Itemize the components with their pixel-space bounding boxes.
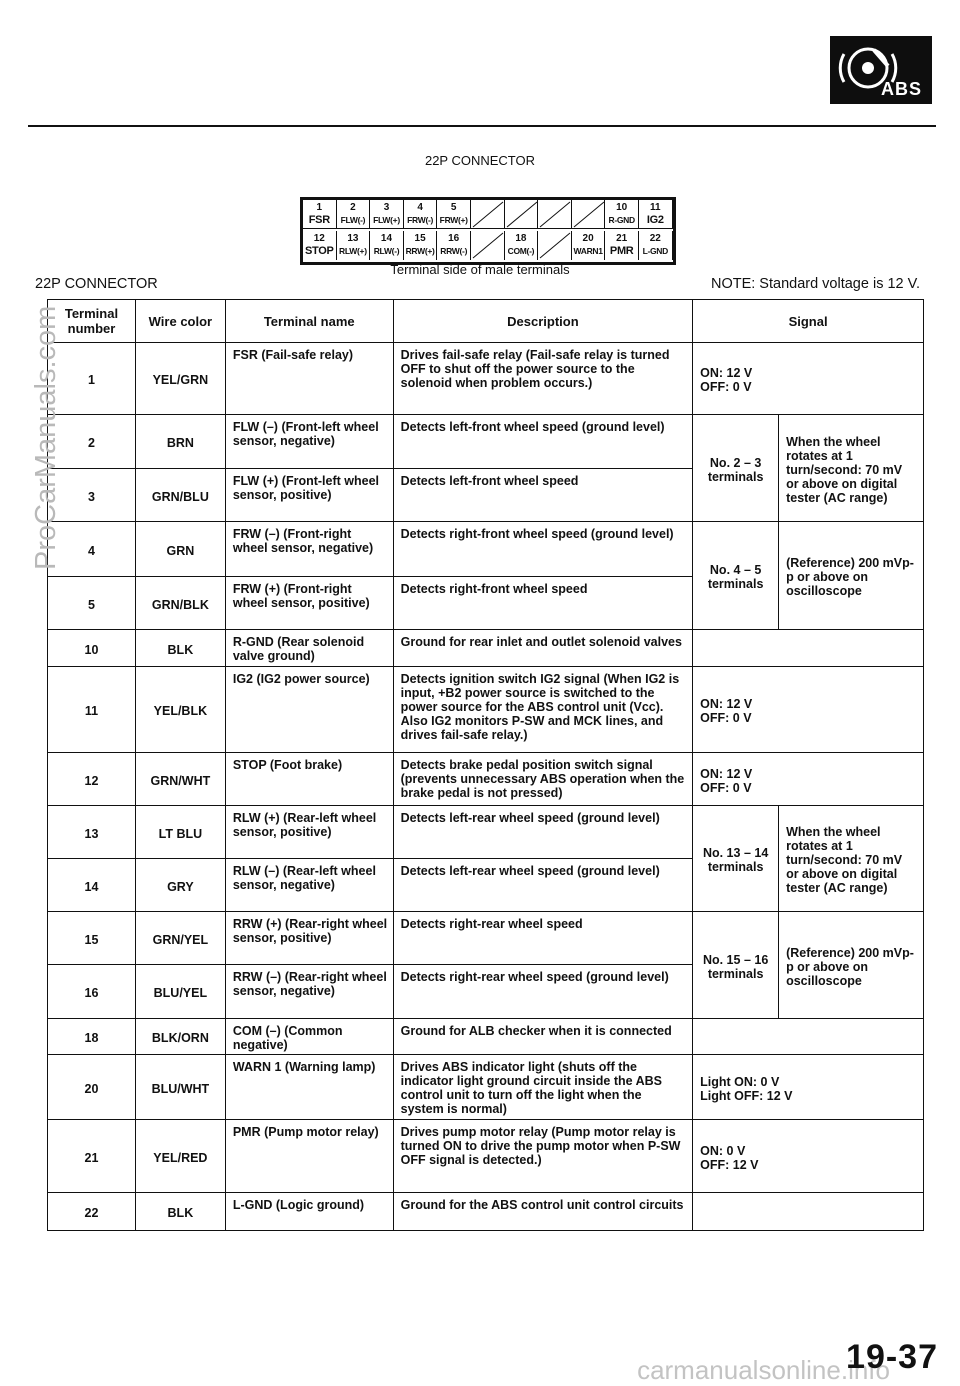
pin-number: 4 [417,202,423,213]
table-row [48,1055,924,1120]
terminal-name: COM (–) (Common negative) [225,1019,393,1055]
site-mark: carmanualsonline.info [637,1355,890,1385]
signal-terminals-4-5: No. 4 – 5 terminals [693,522,779,630]
signal-empty [693,1019,924,1055]
terminal-description: Ground for the ABS control unit control circuits [393,1193,693,1231]
connector-pin-empty [471,200,505,229]
pin-label: PMR [609,245,634,257]
pin-number: 3 [383,202,390,213]
terminal-description: Detects left-rear wheel speed (ground level) [393,806,693,859]
pin-label: R-GND [608,215,635,225]
terminal-number: 21 [48,1120,136,1193]
wire-color: YEL/GRN [135,343,225,415]
pin-number: 2 [350,202,356,213]
signal-pump: ON: 0 V OFF: 12 V [693,1120,924,1193]
pin-number: 13 [347,233,359,244]
wire-color: YEL/RED [135,1120,225,1193]
pin-number: 11 [650,202,661,213]
empty-slot-icon [471,231,505,260]
terminal-number: 1 [48,343,136,415]
terminal-number: 3 [48,469,136,522]
wire-color: GRN/WHT [135,753,225,806]
terminal-number: 18 [48,1019,136,1055]
pin-label: RRW(+) [405,246,435,256]
pin-label: FSR [308,214,330,226]
pin-number: 1 [316,202,323,213]
table-row [48,667,924,753]
voltage-note: NOTE: Standard voltage is 12 V. [710,276,920,292]
signal-terminals-15-16: No. 15 – 16 terminals [693,912,779,1019]
empty-slot-icon [572,200,606,229]
wire-color: GRN/BLU [135,469,225,522]
pin-number: 14 [380,233,393,244]
pin-label: FLW(+) [373,215,400,225]
connector-title: 22P CONNECTOR [424,153,536,168]
terminal-description: Detects right-rear wheel speed [393,912,693,965]
signal-reference: (Reference) 200 mVp-p or above on oscilloscope [779,522,924,630]
connector-pin-18 [505,231,539,260]
terminal-name: FLW (–) (Front-left wheel sensor, negative) [225,415,393,469]
wire-color: BLK [135,630,225,667]
pin-label: RLW(+) [339,246,367,256]
terminal-description: Detects left-front wheel speed (ground level) [393,415,693,469]
terminal-name: PMR (Pump motor relay) [225,1120,393,1193]
terminal-name: FRW (–) (Front-right wheel sensor, negative) [225,522,393,577]
table-row [48,1193,924,1231]
pin-label: FLW(-) [340,215,366,225]
terminal-number: 20 [48,1055,136,1120]
wire-color: BLU/WHT [135,1055,225,1120]
connector-label: 22P CONNECTOR [35,276,158,292]
wire-color: GRN/BLK [135,577,225,630]
table-row [48,1019,924,1055]
terminal-number: 5 [48,577,136,630]
terminal-name: RLW (–) (Rear-left wheel sensor, negative) [225,859,393,912]
wire-color: YEL/BLK [135,667,225,753]
terminal-description: Ground for ALB checker when it is connected [393,1019,693,1055]
header-description: Description [393,300,693,343]
signal-reference: (Reference) 200 mVp-p or above on oscilloscope [779,912,924,1019]
signal-empty [693,1193,924,1231]
terminal-description: Detects ignition switch IG2 signal (When IG2 is input, +B2 power source is switched to the power source for the ABS control unit (Vcc). Also IG2 monitors P-SW and MCK lines, and drives fail-safe relay.) [393,667,693,753]
terminal-number: 15 [48,912,136,965]
terminal-description: Drives pump motor relay (Pump motor relay is turned ON to drive the pump motor when P-SW OFF signal is detected.) [393,1120,693,1193]
terminal-description: Ground for rear inlet and outlet solenoid valves [393,630,693,667]
wire-color: GRY [135,859,225,912]
signal-terminals-2-3: No. 2 – 3 terminals [693,415,779,522]
terminal-name: IG2 (IG2 power source) [225,667,393,753]
pin-number: 10 [616,202,628,213]
terminal-name: WARN 1 (Warning lamp) [225,1055,393,1120]
signal-wheel-rotates: When the wheel rotates at 1 turn/second: 70 mV or above on digital tester (AC range) [779,806,924,912]
pin-label: STOP [305,245,334,257]
empty-slot-icon [471,200,505,229]
connector-pin-3 [370,200,404,229]
connector-diagram [300,197,676,265]
connector-pin-14 [370,231,404,260]
connector-pin-5 [437,200,471,229]
pin-label: FRW(-) [407,215,434,225]
pin-number: 16 [448,233,460,244]
terminal-name: RRW (–) (Rear-right wheel sensor, negative) [225,965,393,1019]
connector-pin-22 [639,231,673,260]
connector-pin-empty [572,200,606,229]
terminal-number: 4 [48,522,136,577]
table-row [48,753,924,806]
connector-pin-21 [605,231,639,260]
connector-pin-empty [471,231,505,260]
terminal-name: RRW (+) (Rear-right wheel sensor, positive) [225,912,393,965]
terminal-description: Detects right-front wheel speed (ground level) [393,522,693,577]
terminal-number: 10 [48,630,136,667]
terminal-number: 2 [48,415,136,469]
terminal-name: RLW (+) (Rear-left wheel sensor, positive) [225,806,393,859]
empty-slot-icon [538,200,572,229]
pin-number: 15 [414,233,426,244]
signal-terminals-13-14: No. 13 – 14 terminals [693,806,779,912]
wire-color: BLK/ORN [135,1019,225,1055]
terminal-number: 16 [48,965,136,1019]
watermark: ProCarManuals.com [30,305,62,570]
connector-pin-empty [538,231,572,260]
pin-number: 22 [649,233,661,244]
connector-pin-empty [538,200,572,229]
connector-pin-empty [505,200,539,229]
terminal-description: Drives ABS indicator light (shuts off the indicator light ground circuit inside the ABS control unit to turn off the light when the system is normal) [393,1055,693,1120]
header-wire-color: Wire color [135,300,225,343]
connector-pin-13 [337,231,371,260]
wire-color: GRN [135,522,225,577]
connector-pin-12 [303,231,337,260]
signal-light: Light ON: 0 V Light OFF: 12 V [693,1055,924,1120]
header-signal: Signal [693,300,924,343]
pin-number: 21 [616,233,628,244]
table-row [48,630,924,667]
pin-number: 18 [515,233,527,244]
terminal-name: L-GND (Logic ground) [225,1193,393,1231]
terminal-description: Detects left-front wheel speed [393,469,693,522]
page-number: 19-37 [846,1338,938,1376]
terminal-description: Detects brake pedal position switch signal (prevents unnecessary ABS operation when the brake pedal is not pressed) [393,753,693,806]
wire-color: BLK [135,1193,225,1231]
pin-label: L-GND [642,246,668,256]
wire-color: LT BLU [135,806,225,859]
connector-pin-16 [437,231,471,260]
empty-slot-icon [505,200,539,229]
signal-on-off: ON: 12 V OFF: 0 V [693,753,924,806]
terminal-name: FLW (+) (Front-left wheel sensor, positive) [225,469,393,522]
table-header-row [48,300,924,343]
terminal-number: 12 [48,753,136,806]
terminal-number: 14 [48,859,136,912]
wire-color: GRN/YEL [135,912,225,965]
terminal-table [47,299,924,1231]
table-row [48,912,924,965]
connector-pin-10 [605,200,639,229]
table-row [48,522,924,577]
signal-on-off: ON: 12 V OFF: 0 V [693,667,924,753]
pin-number: 5 [450,202,457,213]
connector-pin-11 [639,200,673,229]
connector-pin-20 [572,231,606,260]
connector-caption: Terminal side of male terminals [390,262,570,277]
pin-label: FRW(+) [439,215,468,225]
pin-label: RRW(-) [440,246,468,256]
terminal-description: Drives fail-safe relay (Fail-safe relay is turned OFF to shut off the power source to the solenoid when problem occurs.) [393,343,693,415]
header-terminal-name: Terminal name [225,300,393,343]
terminal-name: STOP (Foot brake) [225,753,393,806]
signal-on-off: ON: 12 V OFF: 0 V [693,343,924,415]
pin-number: 20 [582,233,594,244]
table-row [48,415,924,469]
terminal-description: Detects right-rear wheel speed (ground level) [393,965,693,1019]
terminal-number: 11 [48,667,136,753]
table-row [48,806,924,859]
signal-wheel-rotates: When the wheel rotates at 1 turn/second: 70 mV or above on digital tester (AC range) [779,415,924,522]
terminal-name: FRW (+) (Front-right wheel sensor, positive) [225,577,393,630]
header-terminal-number: Terminal number [48,300,136,343]
pin-label: WARN1 [573,246,603,256]
terminal-name: FSR (Fail-safe relay) [225,343,393,415]
terminal-number: 22 [48,1193,136,1231]
wire-color: BRN [135,415,225,469]
pin-number: 12 [313,233,325,244]
signal-empty [693,630,924,667]
header-rule [28,125,936,127]
abs-badge-label: ABS [880,79,922,99]
terminal-description: Detects right-front wheel speed [393,577,693,630]
connector-pin-1 [303,200,337,229]
pin-label: COM(-) [507,246,535,256]
connector-pin-4 [404,200,438,229]
abs-section-badge [830,36,932,104]
pin-label: RLW(-) [373,246,400,256]
connector-pin-2 [337,200,371,229]
pin-label: IG2 [646,214,664,226]
terminal-name: R-GND (Rear solenoid valve ground) [225,630,393,667]
empty-slot-icon [538,231,572,260]
wire-color: BLU/YEL [135,965,225,1019]
connector-pin-15 [404,231,438,260]
terminal-description: Detects left-rear wheel speed (ground level) [393,859,693,912]
table-row [48,1120,924,1193]
terminal-number: 13 [48,806,136,859]
table-row [48,343,924,415]
